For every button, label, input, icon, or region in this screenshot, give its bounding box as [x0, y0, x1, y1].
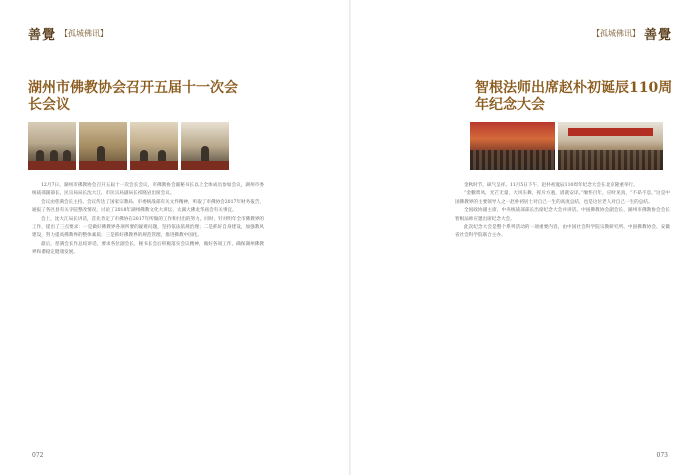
left-photo-strip: [28, 122, 229, 170]
right-photo-strip: [470, 122, 663, 170]
right-page: [350, 0, 700, 475]
paragraph: 最后，慈满会长作总结讲话，要求各位副会长、秘书长会后积极落实会议精神，做好各项工作，确保湖州佛教界和谐稳定健康发展。: [32, 241, 264, 256]
ceremony-photo: [558, 122, 663, 170]
paragraph: 全国政协副主席、中央统战部部长出席纪念大会并讲话。中国佛教协会副会长、湖州市佛教协会会长智根法师应邀出席纪念大会。: [455, 208, 670, 222]
paragraph: 会议由慈满会长主持。会议传达了国家宗教局、市委统战部有关文件精神，听取了市佛协会2017年财务报告，通报了各区县有关寺院整改情况，讨论了2018年湖州佛教文化大讲坛、太湖大佛龙华庙会有关事宜。: [32, 199, 265, 214]
paragraph: 12月7日，湖州市佛教协会召开五届十一次会长会议，市佛教协会副秘书长以上全体成员参加会议，湖州市委统战部副部长、民宗局局长沈大江、市民宗局副局长祁晓岩出席会议。: [32, 183, 264, 197]
meeting-photo: [130, 122, 178, 170]
paragraph: 会上，沈大江局长讲话，首先肯定了市佛协在2017年所做的工作和付出的努力。同时，针对明年全市佛教界的工作，提出了三点要求：一是做好佛教界各项所要的疑难问题，坚持依法依规治理；二是抓好自身建设，加强教风建设，努力提高佛教界的整体素质；三是抓好佛教界的规范管理，推进佛教中国化。: [32, 216, 265, 239]
left-article-body: [32, 182, 264, 258]
left-header: [28, 24, 108, 43]
meeting-photo: [28, 122, 76, 170]
logo-text: 善覺: [643, 28, 672, 43]
logo-text: 善覺: [28, 28, 57, 43]
paragraph: 金秋时节，硕气呈祥。11月5日下午，赵朴初诞辰110周年纪念大会在北京隆重举行。: [464, 183, 638, 188]
ceremony-photo: [470, 122, 555, 170]
meeting-photo: [79, 122, 127, 170]
section-tag: 【孤城佛讯】: [60, 29, 109, 38]
right-article-title: 智根法师出席赵朴初诞辰110周年纪念大会: [475, 80, 673, 113]
right-header: [592, 24, 672, 43]
page-number: 072: [32, 452, 44, 459]
paragraph: “金鹏鸾凤，光芒无量，大风车舞，挥斥方遒，谱就安详。”缅怀百年，应时见真，“不昂不息，”这是中国佛教界的主要领导人之一赵朴初居士对自己一生的高度总结，也是这位老人对自己一生的总结。: [455, 191, 670, 205]
section-tag: 【孤城佛讯】: [591, 29, 640, 38]
left-article-title: 湖州市佛教协会召开五届十一次会长会议: [28, 80, 238, 113]
right-article-body: [455, 182, 670, 241]
meeting-photo: [181, 122, 229, 170]
page-number: 073: [656, 452, 668, 459]
paragraph: 此次纪念大会是整个系列活动的一项重要内容，由中国社会科学院宗教研究所、中国佛教协会、安徽省社会科学院联合主办。: [455, 225, 670, 239]
